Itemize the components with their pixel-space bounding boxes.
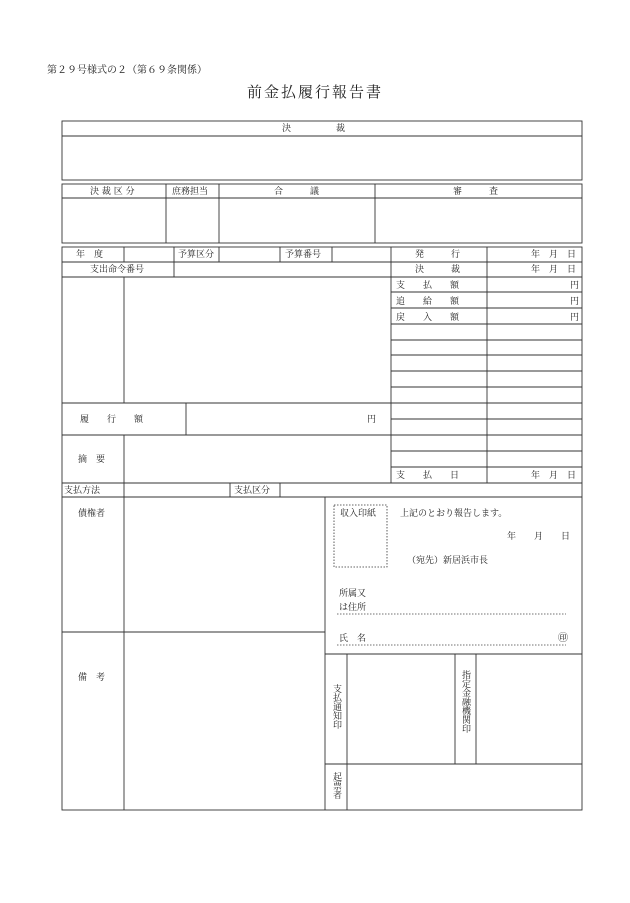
fiscal-year-label: 年 度: [76, 250, 104, 260]
returned-amount-label: 戻 入 額: [396, 313, 460, 323]
budget-class-label: 予算区分: [178, 250, 215, 260]
returned-yen: 円: [570, 313, 580, 323]
additional-amount-label: 追 給 額: [396, 297, 460, 307]
payment-date-value: 年 月 日: [531, 471, 577, 481]
payment-notice-seal-label: 支払通知印: [331, 684, 341, 729]
document-title: 前金払履行報告書: [246, 83, 383, 101]
issued-date: 年 月 日: [531, 250, 577, 260]
additional-yen: 円: [570, 297, 580, 307]
general-affairs-label: 庶務担当: [172, 187, 209, 197]
consultation-label: 合 議: [274, 187, 320, 197]
report-date: 年 月 日: [507, 532, 571, 542]
remarks-label: 備 考: [78, 673, 106, 683]
budget-number-label: 予算番号: [285, 250, 322, 260]
issued-label: 発 行: [415, 250, 461, 260]
review-label: 審 査: [453, 187, 499, 197]
creditor-label: 債権者: [78, 509, 106, 519]
form-number: 第２９号様式の２（第６９条関係）: [47, 65, 207, 76]
affiliation-label-2: は住所: [339, 603, 367, 613]
revenue-stamp-label: 収入印紙: [340, 509, 377, 519]
payment-date-label: 支 払 日: [396, 471, 460, 481]
name-label: 氏 名: [339, 634, 367, 644]
decided-label: 決 裁: [415, 265, 461, 275]
affiliation-label-1: 所属又: [339, 589, 367, 599]
performance-yen: 円: [367, 415, 377, 425]
paid-yen: 円: [570, 281, 580, 291]
payment-method-label: 支払方法: [64, 486, 101, 496]
designated-bank-seal-label: 指定金融機関印: [460, 670, 470, 733]
decision-header: 決 裁: [282, 124, 346, 134]
payment-order-number-label: 支出命令番号: [90, 265, 145, 275]
report-statement: 上記のとおり報告します。: [400, 509, 508, 519]
addressee: （宛先）新居浜市長: [407, 556, 489, 566]
decision-class-label: 決 裁 区 分: [90, 187, 135, 197]
payment-class-label: 支払区分: [234, 486, 271, 496]
summary-label: 摘 要: [78, 455, 106, 465]
performance-amount-label: 履 行 額: [80, 415, 144, 425]
seal-mark: ㊞: [558, 633, 568, 644]
decided-date: 年 月 日: [531, 265, 577, 275]
paid-amount-label: 支 払 額: [396, 281, 460, 291]
drafter-label: 起票者: [331, 772, 341, 799]
